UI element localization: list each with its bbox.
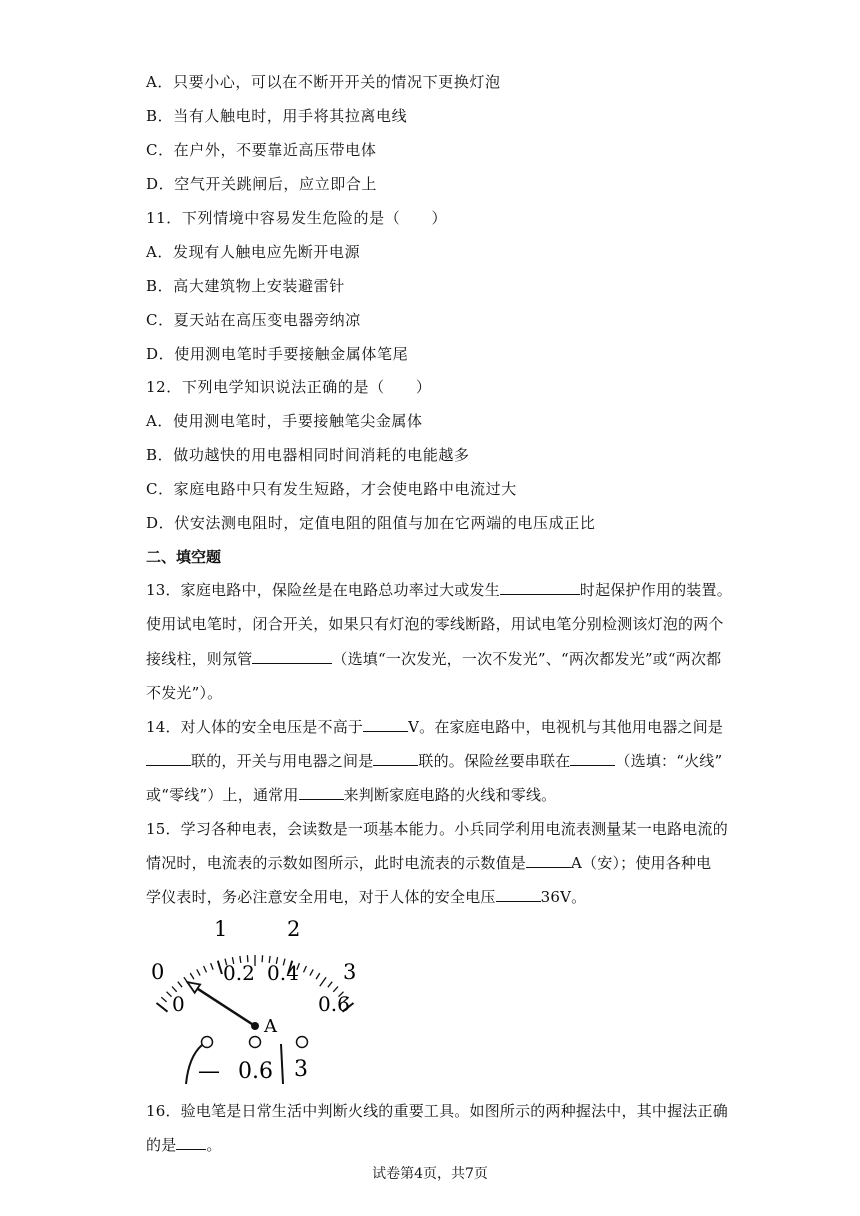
scale-tick (333, 987, 338, 992)
q12-option-d: D．伏安法测电阻时，定值电阻的阻值与加在它两端的电压成正比 (146, 514, 596, 532)
q16-line-1: 16．验电笔是日常生活中判断火线的重要工具。如图所示的两种握法中，其中握法正确 (146, 1102, 728, 1120)
q14-text-3b: 来判断家庭电路的火线和零线。 (343, 786, 557, 804)
q13-text-3a: 接线柱，则氖管 (146, 650, 253, 668)
q13-line-1 (146, 580, 732, 600)
inner-label-0: 0 (172, 992, 185, 1016)
q15-text-2b: A（安）；使用各种电 (571, 854, 712, 872)
scale-tick (320, 977, 326, 986)
q15-text-3b: 36V。 (540, 888, 587, 906)
q11-option-a: A．发现有人触电应先断开电源 (146, 243, 361, 261)
terminal-label-negative: — (198, 1059, 220, 1084)
terminal-3 (297, 1037, 308, 1048)
q12-stem: 12．下列电学知识说法正确的是（ ） (146, 378, 432, 396)
terminal-negative (202, 1037, 213, 1048)
q14-text-2b: 联的。保险丝要串联在 (418, 752, 571, 770)
q15-blank-2[interactable] (496, 887, 541, 902)
q12-option-b: B．做功越快的用电器相同时间消耗的电能越多 (146, 446, 470, 464)
q10-option-d: D．空气开关跳闸后，应立即合上 (146, 175, 378, 193)
inner-label-0.4: 0.4 (267, 961, 299, 985)
scale-tick (328, 982, 332, 988)
q13-line-3 (146, 649, 721, 669)
scale-tick (190, 973, 194, 979)
scale-tick (157, 1003, 168, 1012)
outer-label-0: 0 (151, 960, 165, 984)
q14-text-1b: V。在家庭电路中，电视机与其他用电器之间是 (408, 718, 724, 736)
outer-label-3: 3 (343, 960, 357, 984)
q11-option-c: C．夏天站在高压变电器旁纳凉 (146, 311, 361, 329)
q13-text-1a: 13．家庭电路中，保险丝是在电路总功率过大或发生 (146, 581, 500, 599)
q14-line-2 (146, 751, 722, 771)
q12-option-a: A．使用测电笔时，手要接触笔尖金属体 (146, 412, 423, 430)
q12-option-c: C．家庭电路中只有发生短路，才会使电路中电流过大 (146, 480, 517, 498)
scale-tick (211, 963, 214, 970)
terminal-label-0.6: 0.6 (238, 1059, 273, 1084)
q14-text-3a: 或“零线”）上，通常用 (146, 786, 299, 804)
scale-tick (262, 955, 263, 962)
q16-blank-1[interactable] (176, 1135, 206, 1150)
outer-label-2: 2 (287, 917, 301, 941)
scale-tick (167, 992, 172, 997)
q10-option-c: C．在户外，不要靠近高压带电体 (146, 141, 377, 159)
ammeter-figure (148, 912, 368, 1087)
q14-blank-4[interactable] (570, 751, 615, 766)
q13-blank-1[interactable] (500, 580, 580, 595)
q15-blank-1[interactable] (526, 853, 571, 868)
scale-tick (310, 969, 313, 975)
q11-option-d: D．使用测电笔时手要接触金属体笔尾 (146, 345, 409, 363)
q15-line-1: 15．学习各种电表，会读数是一项基本能力。小兵同学利用电流表测量某一电路电流的 (146, 820, 728, 838)
q13-line-2: 使用试电笔时，闭合开关，如果只有灯泡的零线断路，用试电笔分别检测该灯泡的两个 (146, 615, 724, 633)
scale-tick (218, 961, 222, 974)
scale-tick (204, 966, 207, 972)
q16-text-2a: 的是 (146, 1136, 177, 1154)
q14-blank-1[interactable] (363, 717, 408, 732)
q15-line-3 (146, 887, 586, 907)
ammeter-unit-label: A (264, 1016, 277, 1037)
section-title-fill-in: 二、填空题 (146, 548, 222, 566)
q13-line-4: 不发光”）。 (146, 684, 223, 702)
terminal-label-3: 3 (294, 1057, 308, 1082)
q14-blank-5[interactable] (299, 785, 344, 800)
needle-arrowhead (187, 982, 200, 993)
q14-blank-2[interactable] (146, 751, 191, 766)
ammeter-needle (187, 982, 255, 1026)
q10-option-b: B．当有人触电时，用手将其拉离电线 (146, 107, 408, 125)
q15-text-2a: 情况时，电流表的示数如图所示，此时电流表的示数值是 (146, 854, 527, 872)
q11-option-b: B．高大建筑物上安装避雷针 (146, 277, 345, 295)
q16-text-2b: 。 (206, 1136, 222, 1154)
inner-label-0.6: 0.6 (318, 992, 350, 1016)
scale-tick (172, 987, 177, 992)
q14-text-2c: （选填：“火线” (615, 752, 723, 770)
q15-line-2 (146, 853, 711, 873)
q11-stem: 11．下列情境中容易发生危险的是（ ） (146, 209, 448, 227)
terminal-wire-right (281, 1044, 283, 1084)
q13-blank-2[interactable] (252, 649, 332, 664)
ammeter-pivot (251, 1022, 259, 1030)
q10-option-a: A．只要小心，可以在不断开开关的情况下更换灯泡 (146, 73, 501, 91)
q13-text-3b: （选填“一次发光，一次不发光”、“两次都发光”或“两次都 (332, 650, 722, 668)
q16-line-2 (146, 1135, 222, 1155)
q14-blank-3[interactable] (373, 751, 418, 766)
terminal-0.6 (250, 1037, 261, 1048)
scale-tick (161, 997, 166, 1002)
page-footer: 试卷第4页，共7页 (372, 1166, 488, 1182)
inner-label-0.2: 0.2 (223, 961, 255, 985)
q14-line-3 (146, 785, 556, 805)
q15-text-3a: 学仪表时，务必注意安全用电，对于人体的安全电压 (146, 888, 496, 906)
q13-text-1b: 时起保护作用的装置。 (579, 581, 732, 599)
scale-tick (316, 973, 320, 979)
q14-text-1a: 14．对人体的安全电压是不高于 (146, 718, 364, 736)
outer-label-1: 1 (214, 917, 228, 941)
scale-tick (304, 966, 307, 972)
scale-tick (178, 982, 182, 988)
q14-line-1 (146, 717, 723, 737)
scale-tick (197, 969, 200, 975)
q14-text-2a: 联的，开关与用电器之间是 (191, 752, 374, 770)
